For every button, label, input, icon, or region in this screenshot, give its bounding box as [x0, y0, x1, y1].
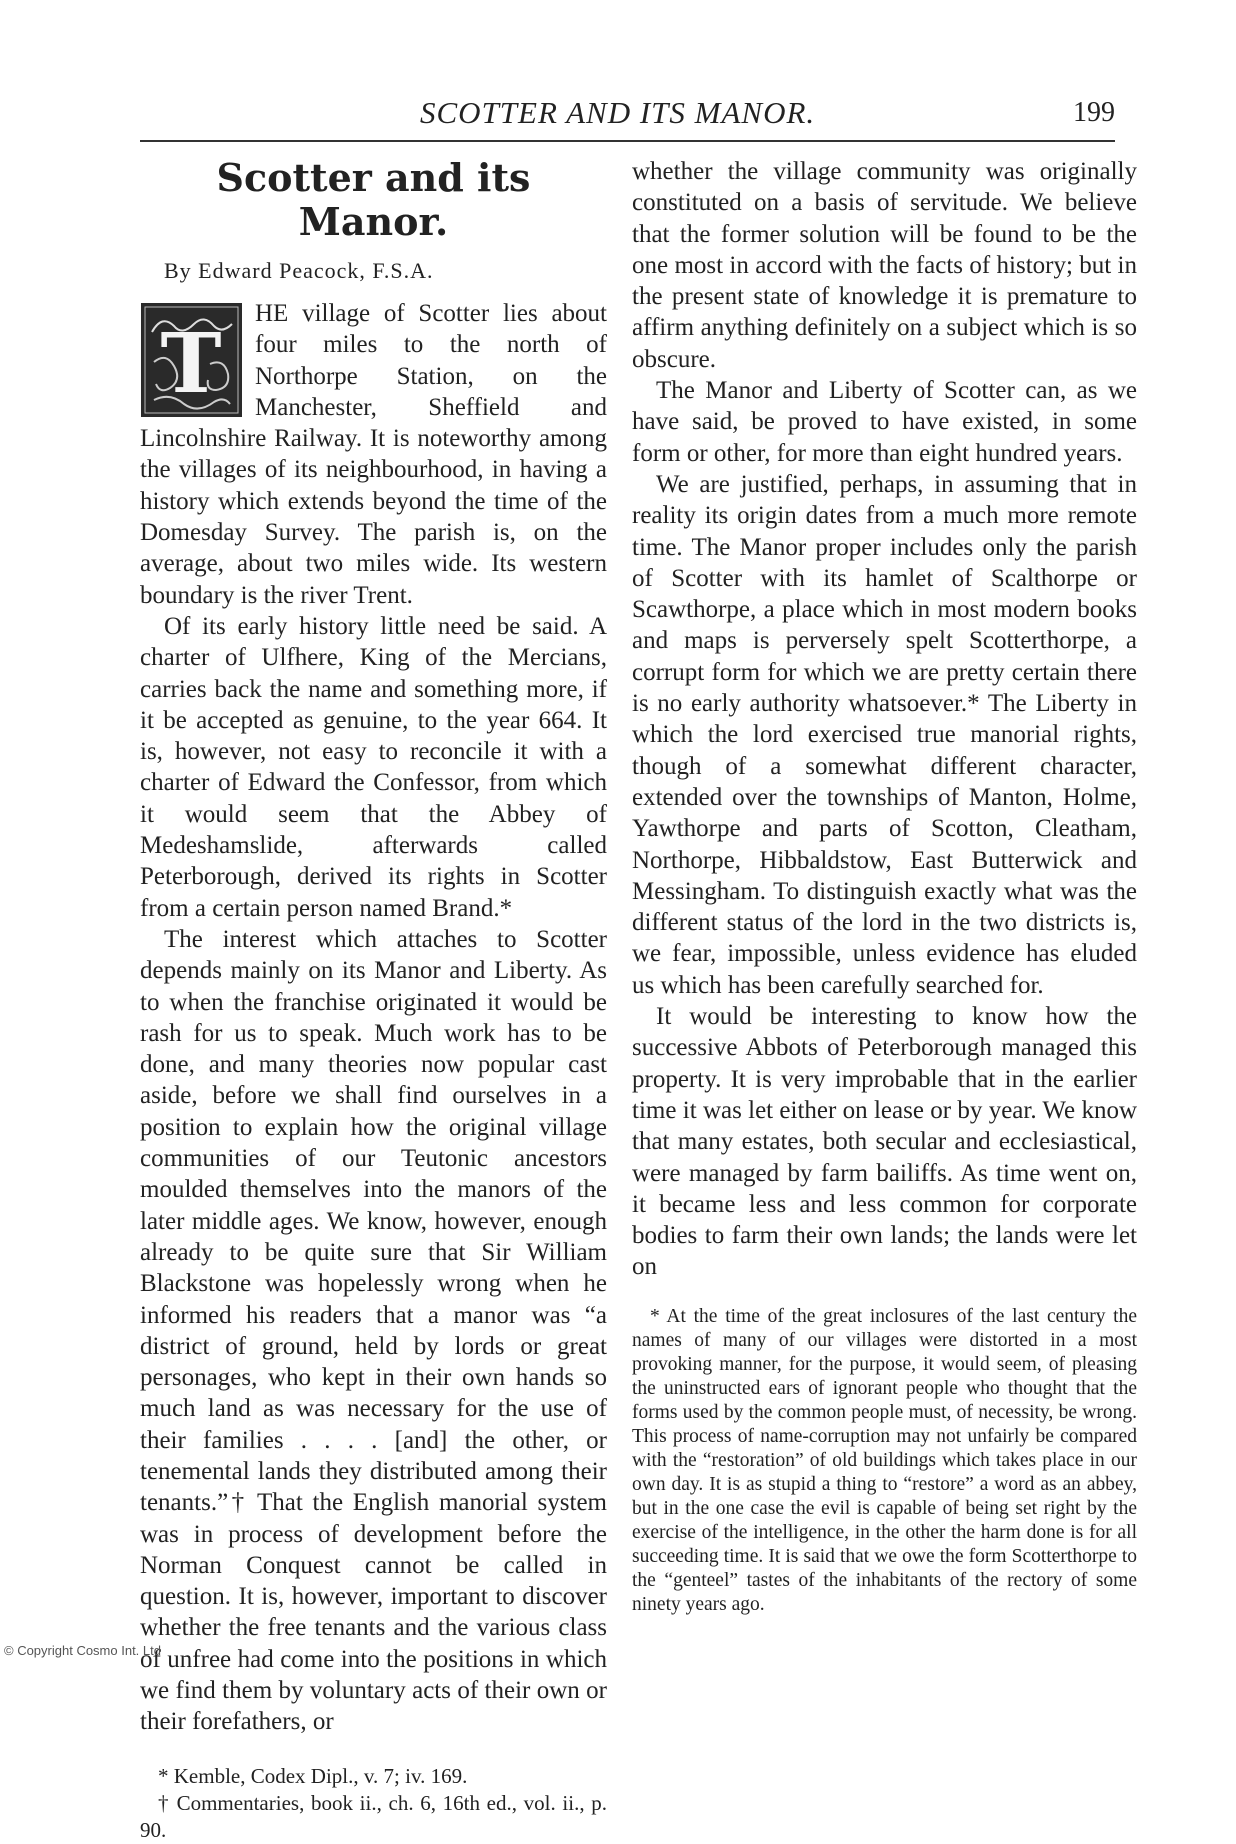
byline: By Edward Peacock, F.S.A.: [164, 258, 434, 283]
footnote: † Commentaries, book ii., ch. 6, 16th ed., vol. ii., p. 90.: [140, 1790, 607, 1842]
right-column: [632, 156, 1137, 1617]
page-number: 199: [1073, 97, 1115, 128]
running-title: SCOTTER AND ITS MANOR.: [420, 95, 816, 130]
svg-text:T: T: [160, 316, 222, 412]
paragraph: HE village of Scotter lies about four miles to the north of Northorpe Station, on the Manchester, Sheffield and Lincolnshire Railway. It is noteworthy among the villages of its neighbourhood, in having a history which extends beyond the time of the Domesday Survey. The parish is, on the average, about two miles wide. Its western boundary is the river Trent.: [140, 300, 607, 609]
paragraph: We are justified, perhaps, in assuming that in reality its origin dates from a much more remote time. The Manor proper includes only the parish of Scotter with its hamlet of Scalthorpe or Scawthorpe, a place which in most modern books and maps is perversely spelt Scotterthorpe, a corrupt form for which we are pretty certain there is no early authority whatsoever.* The Liberty in which the lord exercised true manorial rights, though of a somewhat different character, extended over the townships of Manton, Holme, Yawthorpe and parts of Scotton, Cleatham, Northorpe, Hibbaldstow, East Butterwick and Messingham. To distinguish exactly what was the different status of the lord in the two districts is, we fear, impossible, unless evidence has eluded us which has been carefully searched for.: [632, 470, 1137, 999]
left-column: [140, 156, 607, 1844]
paragraph: whether the village community was originally constituted on a basis of servitude. We believe that the former solution will be found to be the one most in accord with the facts of history; but in the present state of knowledge it is premature to affirm anything definitely on a subject which is so obscure.: [632, 158, 1137, 373]
paragraph: The Manor and Liberty of Scotter can, as we have said, be proved to have existed, in some form or other, for more than eight hundred years.: [632, 377, 1137, 467]
decorative-drop-cap-icon: [140, 302, 243, 418]
article-title: Scotter and its Manor.: [216, 155, 531, 244]
paragraph: Of its early history little need be said. A charter of Ulfhere, King of the Mercians, carries back the name and something more, if it be accepted as genuine, to the year 664. It is, however, not easy to reconcile it with a charter of Edward the Confessor, from which it would seem that the Abbey of Medeshamslide, afterwards called Peterborough, derived its rights in Scotter from a certain person named Brand.*: [140, 612, 607, 922]
footnote: * Kemble, Codex Dipl., v. 7; iv. 169.: [158, 1763, 468, 1788]
page-header: [140, 95, 1115, 142]
paragraph: The interest which attaches to Scotter depends mainly on its Manor and Liberty. As to when the franchise originated it would be rash for us to speak. Much work has to be done, and many theories now popular cast aside, before we shall find ourselves in a position to explain how the original village communities of our Teutonic ancestors moulded themselves into the manors of the later middle ages. We know, however, enough already to be quite sure that Sir William Blackstone was hopelessly wrong when he informed his readers that a manor was “a district of ground, held by lords or great personages, who kept in their own hands so much land as was necessary for the use of their families . . . . [and] the other, or tenemental lands they distributed among their tenants.”† That the English manorial system was in process of development before the Norman Conquest cannot be called in question. It is, however, important to discover whether the free tenants and the various class of unfree had come into the positions in which we find them by voluntary acts of their own or their forefathers, or: [140, 925, 607, 1736]
footnote: * At the time of the great inclosures of the last century the names of many of our villages were distorted in a most provoking manner, for the purpose, it would seem, of pleasing the uninstructed ears of ignorant people who thought that the forms used by the common people must, of necessity, be wrong. This process of name-corruption may not unfairly be compared with the “restoration” of old buildings which takes place in our own day. It is as stupid a thing to “restore” a word as an abbey, but in the one case the evil is capable of being set right by the exercise of the intelligence, in the other the harm done is for all succeeding time. It is said that we owe the form Scotterthorpe to the “genteel” tastes of the inhabitants of the rectory of some ninety years ago.: [632, 1305, 1137, 1615]
paragraph: It would be interesting to know how the successive Abbots of Peterborough managed this property. It is very improbable that in the earlier time it was let either on lease or by year. We know that many estates, both secular and ecclesiastical, were managed by farm bailiffs. As time went on, it became less and less common for corporate bodies to farm their own lands; the lands were let on: [632, 1003, 1137, 1281]
copyright-notice: © Copyright Cosmo Int. Ltd: [4, 1643, 161, 1658]
